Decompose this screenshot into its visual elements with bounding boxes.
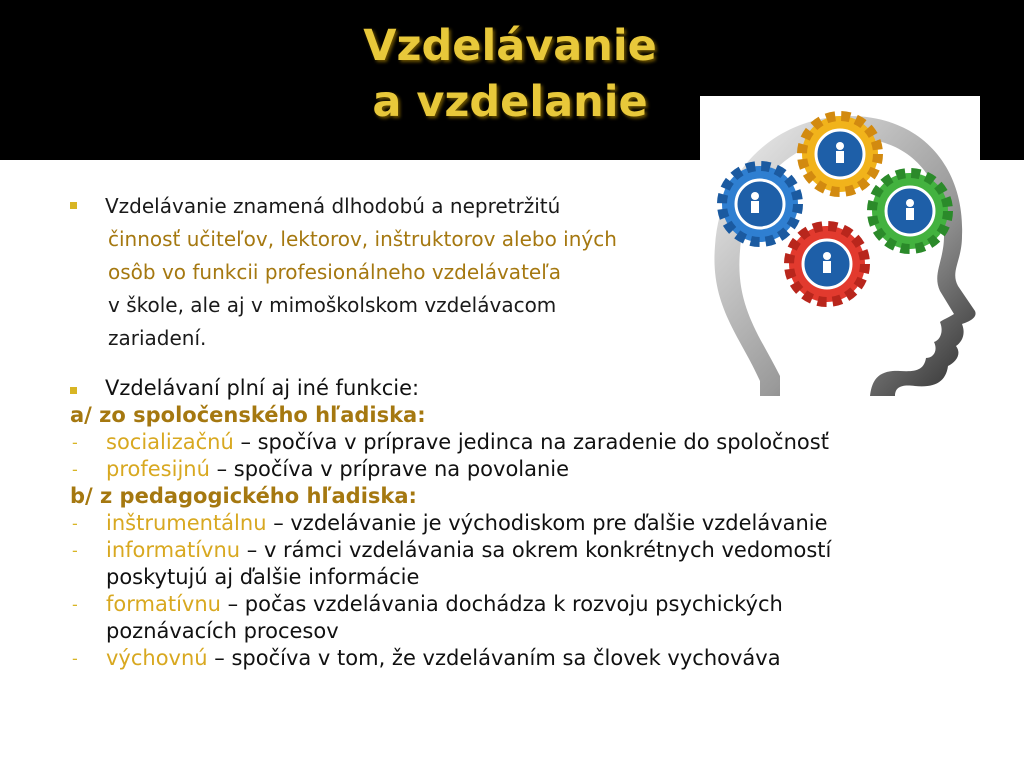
bullet-icon [70,202,77,209]
gear-blue-icon [722,166,798,242]
title-line-2: a vzdelanie [372,77,648,127]
title-line-1: Vzdelávanie [363,21,657,71]
dash-icon: - [72,460,78,479]
intro-line-2: činnosť učiteľov, lektorov, inštruktorov alebo iných [108,227,617,251]
functions-list [70,375,970,672]
list-item: - socializačnú – spočíva v príprave jedinca na zaradenie do spoločnosť [72,430,829,454]
slide-title [300,18,720,130]
intro-line-5: zariadení. [108,326,207,350]
functions-lead: Vzdelávaní plní aj iné funkcie: [70,375,970,402]
dash-icon: - [72,595,78,614]
dash-icon: - [72,514,78,533]
dash-icon: - [72,433,78,452]
pedagogical-heading: b/ z pedagogického hľadiska: [70,484,417,508]
dash-icon: - [72,649,78,668]
intro-line-3: osôb vo funkcii profesionálneho vzdelávateľa [108,260,561,284]
list-item: - výchovnú – spočíva v tom, že vzdelávaním sa človek vychováva [72,646,781,670]
head-with-gears-icon [700,96,980,396]
list-item-continuation: poskytujú aj ďalšie informácie [106,565,420,589]
list-item: - formatívnu – počas vzdelávania dochádza k rozvoju psychických [72,592,783,616]
list-item-continuation: poznávacích procesov [106,619,339,643]
list-item: - informatívnu – v rámci vzdelávania sa okrem konkrétnych vedomostí [72,538,832,562]
social-heading: a/ zo spoločenského hľadiska: [70,403,426,427]
intro-line-1: Vzdelávanie znamená dlhodobú a nepretržitú [70,190,690,223]
intro-line-4: v škole, ale aj v mimoškolskom vzdelávacom [108,293,557,317]
intro-paragraph [70,190,690,355]
bullet-icon [70,387,77,394]
dash-icon: - [72,541,78,560]
list-item: - inštrumentálnu – vzdelávanie je východiskom pre ďalšie vzdelávanie [72,511,828,535]
list-item: - profesijnú – spočíva v príprave na povolanie [72,457,570,481]
